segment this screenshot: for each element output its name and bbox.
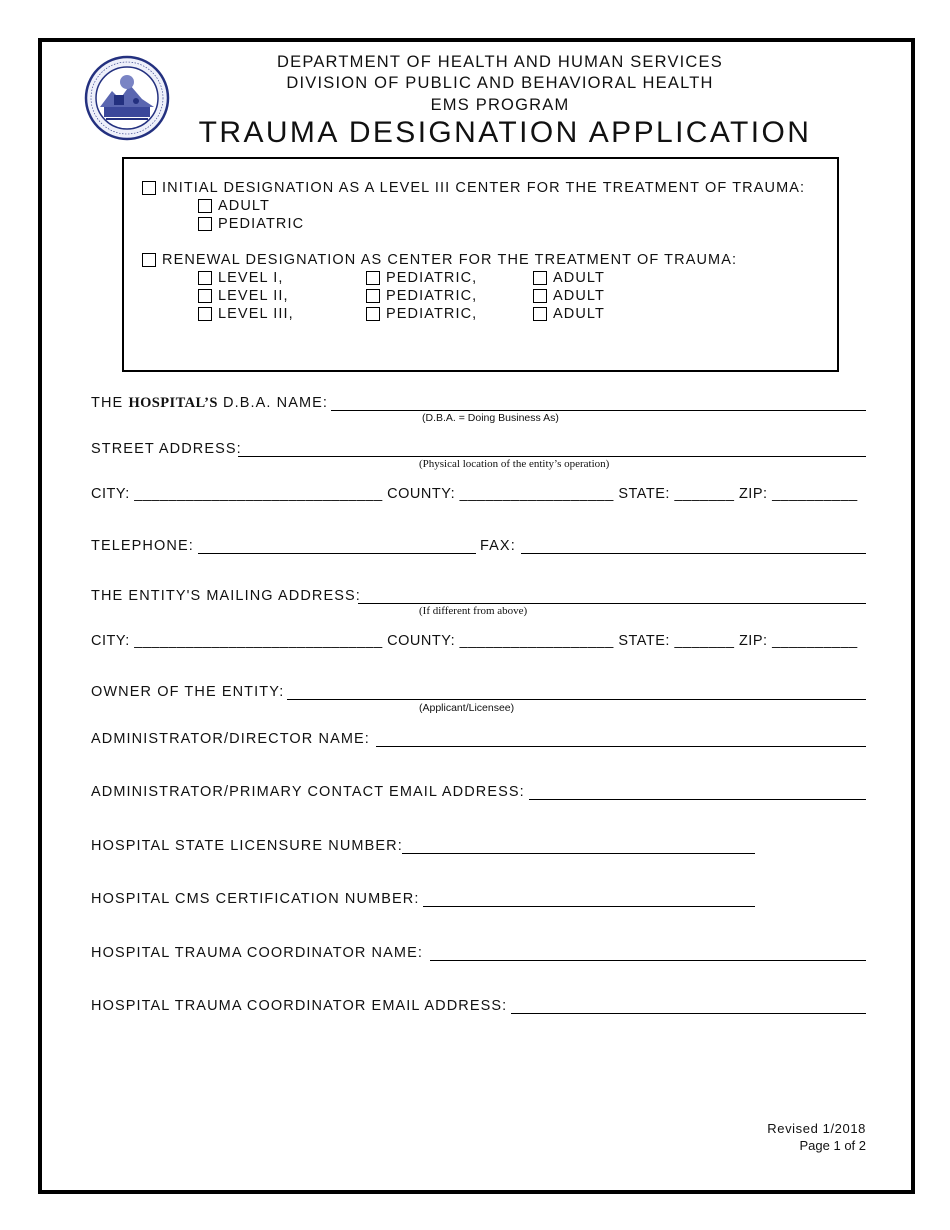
renewal-level-1-label: LEVEL I, [218,270,284,286]
coordinator-name-label: HOSPITAL TRAUMA COORDINATOR NAME: [91,945,423,961]
admin-name-label: ADMINISTRATOR/DIRECTOR NAME: [91,731,370,747]
state-seal-logo [84,55,170,141]
renewal-level-3-label: LEVEL III, [218,306,294,322]
renewal-level-3-pediatric-label: PEDIATRIC, [386,306,478,322]
owner-label: OWNER OF THE ENTITY: [91,684,285,700]
renewal-level-1-checkbox[interactable] [198,271,212,285]
renewal-level-1-adult-checkbox[interactable] [533,271,547,285]
mailing-address-field[interactable] [358,603,866,604]
renewal-level-2-pediatric-label: PEDIATRIC, [386,288,478,304]
coordinator-name-field[interactable] [430,960,866,961]
mailing-address-label: THE ENTITY'S MAILING ADDRESS: [91,588,361,604]
initial-pediatric-label: PEDIATRIC [218,216,305,232]
street-address-label: STREET ADDRESS: [91,441,242,457]
telephone-label: TELEPHONE: [91,538,194,554]
initial-adult-checkbox[interactable] [198,199,212,213]
renewal-level-1-adult-label: ADULT [553,270,605,286]
renewal-designation-label: RENEWAL DESIGNATION AS CENTER FOR THE TREATMENT OF TRAUMA: [162,252,738,268]
telephone-field[interactable] [198,553,476,554]
licensure-number-label: HOSPITAL STATE LICENSURE NUMBER: [91,838,403,854]
renewal-level-1-pediatric-label: PEDIATRIC, [386,270,478,286]
renewal-level-3-adult-label: ADULT [553,306,605,322]
admin-email-field[interactable] [529,799,866,800]
department-heading: DEPARTMENT OF HEALTH AND HUMAN SERVICES [277,53,723,71]
mailing-address-hint: (If different from above) [419,605,528,617]
street-address-field[interactable] [238,456,866,457]
owner-field[interactable] [287,699,866,700]
page-number: Page 1 of 2 [799,1138,866,1153]
renewal-level-2-adult-label: ADULT [553,288,605,304]
renewal-level-2-pediatric-checkbox[interactable] [366,289,380,303]
renewal-level-3-adult-checkbox[interactable] [533,307,547,321]
revised-date: Revised 1/2018 [767,1121,866,1136]
renewal-level-2-label: LEVEL II, [218,288,289,304]
initial-adult-label: ADULT [218,198,270,214]
coordinator-email-label: HOSPITAL TRAUMA COORDINATOR EMAIL ADDRESS: [91,998,508,1014]
dba-hint: (D.B.A. = Doing Business As) [422,412,559,424]
initial-pediatric-checkbox[interactable] [198,217,212,231]
program-heading: EMS PROGRAM [430,96,570,114]
dba-suffix: D.B.A. NAME: [223,395,329,411]
dba-name-label [91,394,328,412]
dba-hospital-word: HOSPITAL’S [128,395,218,411]
renewal-designation-checkbox[interactable] [142,253,156,267]
dba-prefix: THE [91,395,124,411]
renewal-level-2-adult-checkbox[interactable] [533,289,547,303]
coordinator-email-field[interactable] [511,1013,866,1014]
cms-certification-field[interactable] [423,906,755,907]
licensure-number-field[interactable] [402,853,755,854]
dba-name-field[interactable] [331,410,866,411]
city-county-state-zip-row[interactable]: CITY: _____________________________ COUNTY: __________________ STATE: _______ ZIP: __________ [91,486,858,502]
fax-label: FAX: [480,538,516,554]
cms-certification-label: HOSPITAL CMS CERTIFICATION NUMBER: [91,891,420,907]
initial-designation-checkbox[interactable] [142,181,156,195]
renewal-level-3-checkbox[interactable] [198,307,212,321]
admin-name-field[interactable] [376,746,866,747]
owner-hint: (Applicant/Licensee) [419,702,515,714]
renewal-level-1-pediatric-checkbox[interactable] [366,271,380,285]
mailing-city-county-state-zip-row[interactable]: CITY: _____________________________ COUNTY: __________________ STATE: _______ ZIP: __________ [91,633,858,649]
admin-email-label: ADMINISTRATOR/PRIMARY CONTACT EMAIL ADDRESS: [91,784,525,800]
fax-field[interactable] [521,553,866,554]
page-title: TRAUMA DESIGNATION APPLICATION [198,116,812,149]
street-address-hint: (Physical location of the entity’s operation) [419,458,610,470]
initial-designation-label: INITIAL DESIGNATION AS A LEVEL III CENTER FOR THE TREATMENT OF TRAUMA: [162,180,806,196]
renewal-level-2-checkbox[interactable] [198,289,212,303]
division-heading: DIVISION OF PUBLIC AND BEHAVIORAL HEALTH [286,74,714,92]
renewal-level-3-pediatric-checkbox[interactable] [366,307,380,321]
